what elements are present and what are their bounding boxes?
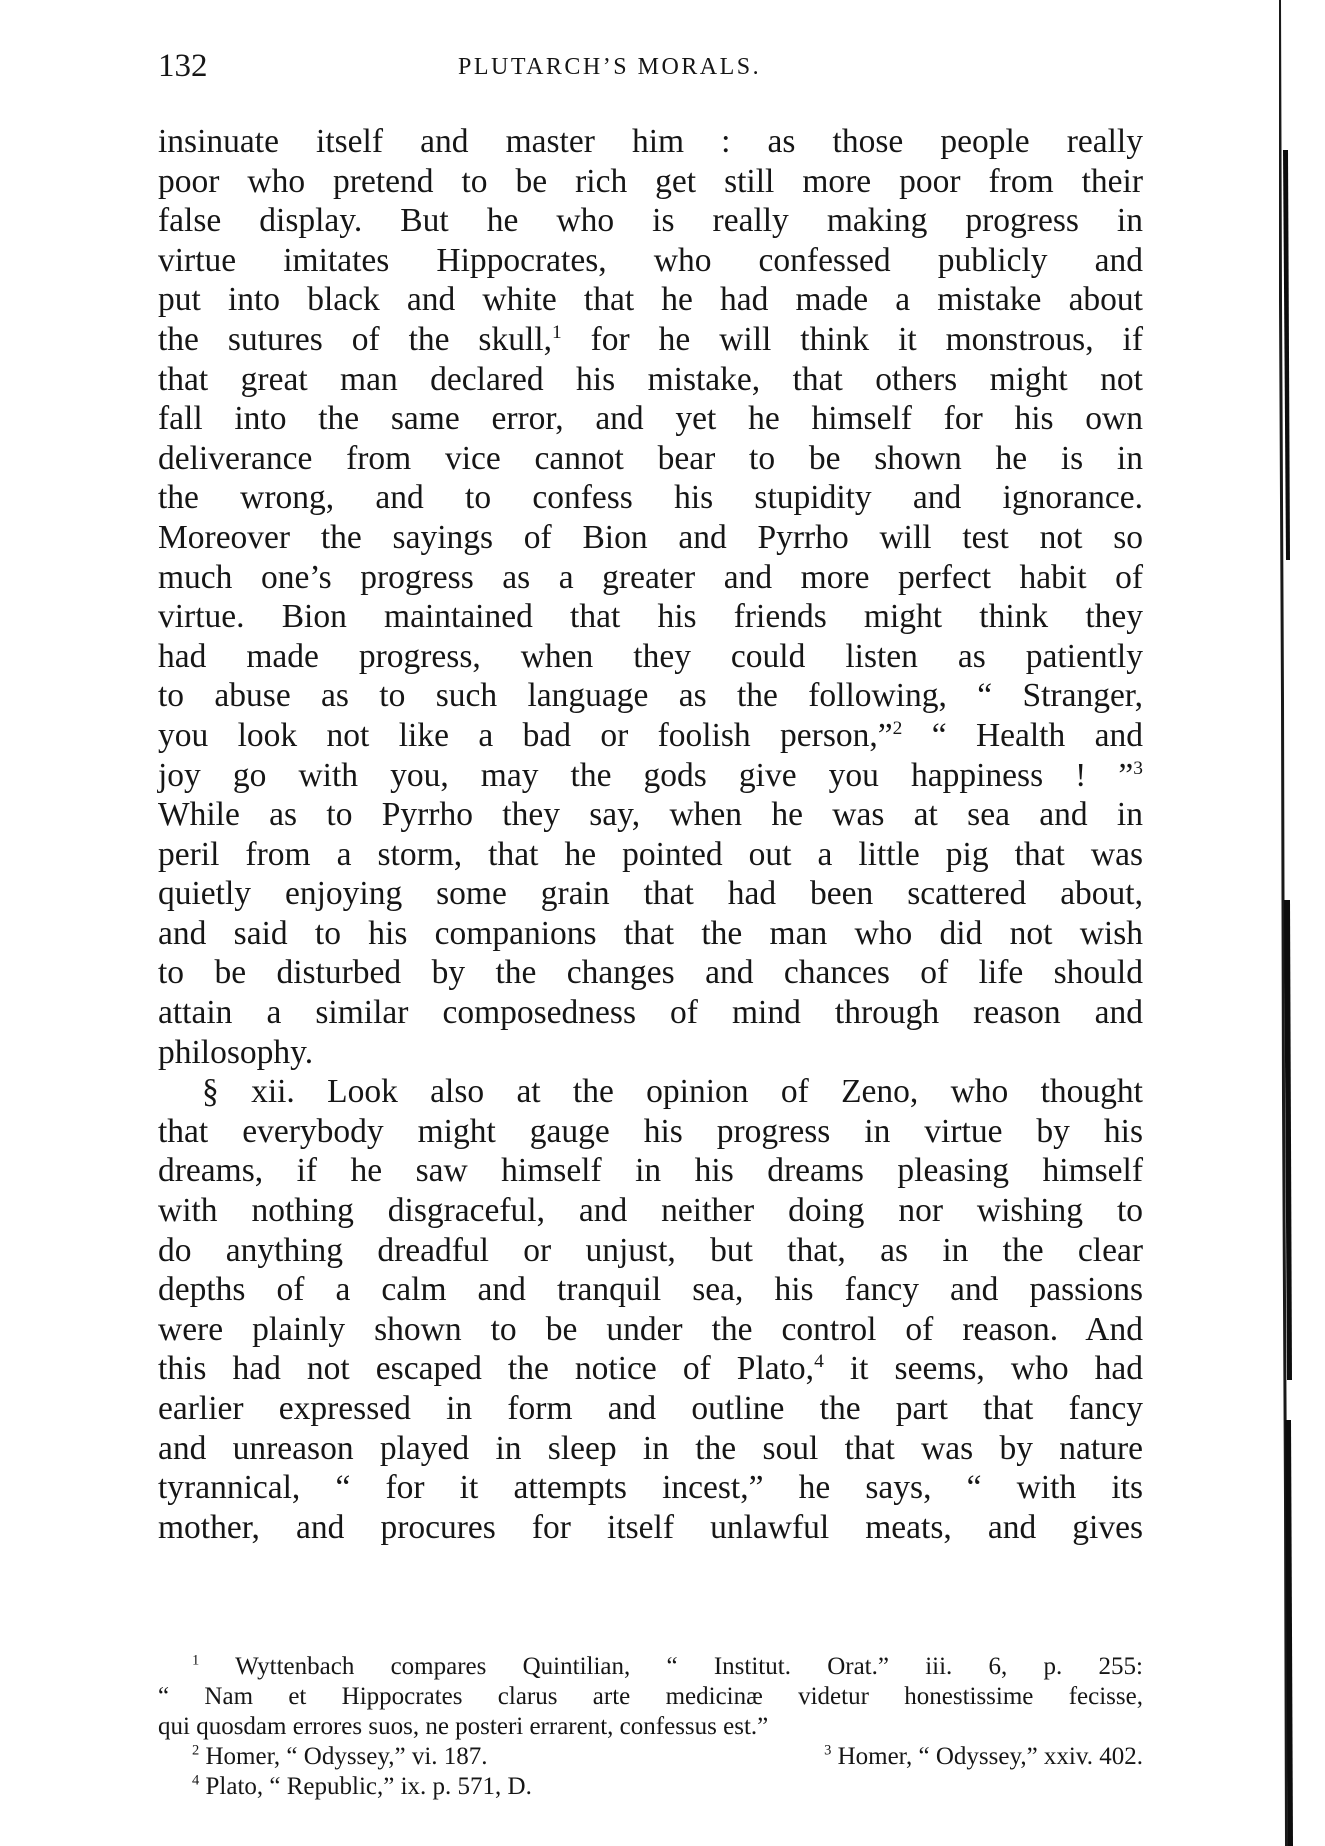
running-title: PLUTARCH’S MORALS. — [458, 54, 762, 80]
text-line: and unreason played in sleep in the soul that was by nature — [158, 1429, 1143, 1467]
binding-edge-shadow — [1235, 0, 1325, 1846]
text-line: attain a similar composedness of mind through reason and — [158, 994, 1143, 1032]
text-line: peril from a storm, that he pointed out a little pig that was — [158, 835, 1143, 873]
footnote-4: $^4$ Plato, “ Republic,” ix. p. 571, D. — [192, 1772, 532, 1800]
footnote-1: $^1$ Wyttenbach compares Quintilian, “ Institut. Orat.” iii. 6, p. 255: — [192, 1652, 1143, 1680]
text-line: had made progress, when they could listen as patiently — [158, 637, 1143, 675]
footnote-ref: 4 — [814, 1351, 824, 1373]
text-line: deliverance from vice cannot bear to be shown he is in — [158, 439, 1143, 477]
text-line: philosophy. — [158, 1033, 314, 1071]
text-line: do anything dreadful or unjust, but that, as in the clear — [158, 1231, 1143, 1269]
text-line: to abuse as to such language as the following, “ Stranger, — [158, 677, 1143, 715]
text-line: tyrannical, “ for it attempts incest,” he says, “ with its — [158, 1469, 1143, 1507]
text-line: the wrong, and to confess his stupidity and ignorance. — [158, 479, 1143, 517]
text-line: dreams, if he saw himself in his dreams pleasing himself — [158, 1152, 1143, 1190]
footnote-ref: 1 — [551, 321, 562, 343]
text-line: much one’s progress as a greater and more perfect habit of — [158, 558, 1143, 596]
text-line: depths of a calm and tranquil sea, his fancy and passions — [158, 1271, 1143, 1309]
text-line: and said to his companions that the man who did not wish — [158, 914, 1143, 952]
footnote-1-line: “ Nam et Hippocrates clarus arte medicinæ videtur honestissime fecisse, — [158, 1683, 1143, 1710]
footnote-3: $^3$ Homer, “ Odyssey,” xxiv. 402. — [824, 1742, 1143, 1770]
footnotes — [158, 1652, 1143, 1802]
text-line: While as to Pyrrho they say, when he was at sea and in — [158, 796, 1143, 834]
page-header — [158, 48, 1143, 92]
section-heading-line: § xii. Look also at the opinion of Zeno, who thought — [202, 1073, 1143, 1111]
text-line: you look not like a bad or foolish person,”$^2$ “ Health and — [158, 716, 1143, 754]
page-number: 132 — [158, 48, 208, 84]
text-line: poor who pretend to be rich get still more poor from their — [158, 162, 1143, 200]
text-line: mother, and procures for itself unlawful meats, and gives — [158, 1508, 1143, 1546]
footnote-marker: 1 — [192, 1652, 200, 1669]
text-line: insinuate itself and master him : as those people really — [158, 123, 1143, 160]
text-line: fall into the same error, and yet he himself for his own — [158, 400, 1143, 438]
text-line: to be disturbed by the changes and chances of life should — [158, 954, 1143, 992]
text-line: were plainly shown to be under the control of reason. And — [158, 1310, 1143, 1348]
text-line: Moreover the sayings of Bion and Pyrrho will test not so — [158, 518, 1143, 556]
footnote-1-line: qui quosdam errores suos, ne posteri errarent, confessus est.” — [158, 1713, 769, 1740]
text-line: the sutures of the skull,$^1$ for he will think it monstrous, if — [158, 320, 1143, 358]
footnote-ref: 2 — [892, 717, 903, 739]
text-line: with nothing disgraceful, and neither doing nor wishing to — [158, 1192, 1143, 1230]
body-text — [158, 122, 1143, 1547]
text-line: this had not escaped the notice of Plato,$^4$ it seems, who had — [158, 1350, 1144, 1388]
text-line: quietly enjoying some grain that had been scattered about, — [158, 875, 1143, 913]
footnote-ref: 3 — [1133, 757, 1143, 779]
text-line: that everybody might gauge his progress in virtue by his — [158, 1112, 1143, 1150]
footnote-2: $^2$ Homer, “ Odyssey,” vi. 187. — [192, 1742, 488, 1770]
text-line: joy go with you, may the gods give you happiness ! ”$^3$ — [158, 756, 1143, 794]
text-line: earlier expressed in form and outline the part that fancy — [158, 1390, 1143, 1427]
footnote-pair — [158, 1742, 1143, 1772]
text-line: virtue. Bion maintained that his friends might think they — [158, 598, 1143, 636]
text-line: put into black and white that he had made a mistake about — [158, 281, 1143, 319]
text-line: that great man declared his mistake, that others might not — [158, 360, 1143, 398]
text-line: virtue imitates Hippocrates, who confessed publicly and — [158, 241, 1143, 279]
text-line: false display. But he who is really making progress in — [158, 202, 1143, 240]
